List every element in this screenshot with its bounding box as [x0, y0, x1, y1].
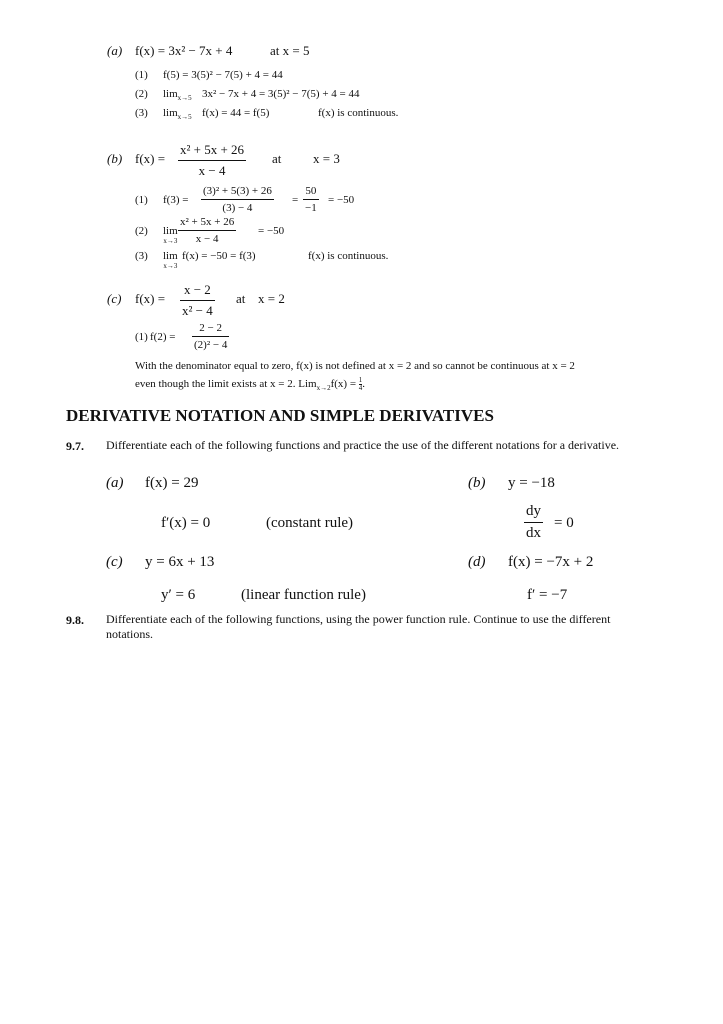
problem-9-7-a-func: f(x) = 29 [145, 475, 199, 491]
problem-9-7-b-label: (b) [468, 475, 486, 491]
part-c-label: (c) [107, 291, 122, 306]
problem-9-7-d-label: (d) [468, 554, 486, 570]
part-c-explanation-1: With the denominator equal to zero, f(x) is not defined at x = 2 and so cannot be continuous at x = 2 [135, 360, 575, 372]
part-b-step3: f(x) = −50 = f(3) [182, 250, 256, 262]
part-c-numerator: x − 2 [183, 282, 211, 297]
problem-9-8-number: 9.8. [66, 613, 84, 627]
part-a-label: (a) [107, 43, 123, 58]
part-c-lhs: f(x) = [135, 291, 166, 306]
part-c-explanation-2: even though the limit exists at x = 2. $Lim_{x\to 2}f(x) = \frac{1}{4}$. [135, 376, 366, 393]
part-b-step1-n: (1) [135, 194, 148, 206]
problem-9-7-text: Differentiate each of the following functions and practice the use of the different notations for a derivative. [106, 438, 620, 452]
problem-9-7-c-answer: y′ = 6 [161, 587, 196, 603]
problem-9-7-c-label: (c) [106, 554, 123, 570]
part-b-step1-result: = −50 [328, 194, 355, 206]
problem-9-7-c-func: y = 6x + 13 [145, 554, 215, 570]
part-c-step1-den: (2)² − 4 [194, 339, 228, 351]
problem-9-7-a-label: (a) [106, 475, 124, 491]
part-b-denominator: x − 4 [198, 163, 226, 178]
problem-9-7-b-fraction [524, 503, 543, 542]
problem-9-7-b-den: dx [526, 525, 541, 541]
problem-9-7-number: 9.7. [66, 439, 84, 453]
part-a-step2-lim: $\lim_{x\to 5}$ [163, 88, 192, 103]
part-b-step2-den: x − 4 [195, 233, 219, 245]
part-c-denominator: x² − 4 [182, 303, 213, 318]
part-a-step3-note: f(x) is continuous. [318, 107, 399, 119]
part-b-label: (b) [107, 151, 123, 166]
problem-9-7-a-rule: (constant rule) [266, 515, 354, 531]
problem-9-8-text: Differentiate each of the following functions, using the power function rule. Continue to use the different notations. [106, 612, 611, 641]
part-a-step1-n: (1) [135, 69, 148, 81]
part-c-point: x = 2 [258, 291, 285, 306]
part-b-step3-lim: lim x→3 [163, 250, 178, 270]
part-c-step1-n: (1) [135, 331, 148, 343]
part-a-step3-n: (3) [135, 107, 148, 119]
part-c-at: at [236, 291, 246, 306]
problem-9-7-b-func: y = −18 [508, 475, 555, 491]
part-c-step1-lhs: f(2) = [150, 331, 176, 343]
problem-9-7-b-answer: = 0 [554, 515, 574, 531]
part-a-step1: f(5) = 3(5)² − 7(5) + 4 = 44 [163, 69, 283, 81]
part-c-step1-fraction [192, 322, 229, 351]
part-b-step1-fraction [201, 185, 274, 214]
part-c-explanation-frac: $\frac{1}{4}$ [358, 376, 363, 392]
part-b-step3-note: f(x) is continuous. [308, 250, 389, 262]
part-b-step1-den: (3) − 4 [222, 202, 253, 214]
part-b-step2-num: x² + 5x + 26 [180, 216, 235, 228]
problem-9-7-a-answer: f′(x) = 0 [161, 515, 211, 531]
part-a-step2: 3x² − 7x + 4 = 3(5)² − 7(5) + 4 = 44 [202, 88, 360, 100]
section-heading: DERIVATIVE NOTATION AND SIMPLE DERIVATIVES [66, 406, 494, 425]
part-a-step3-lim: $\lim_{x\to 5}$ [163, 107, 192, 122]
part-b-step1-num2: 50 [305, 185, 317, 197]
part-b-step1-den2: −1 [305, 202, 317, 214]
part-a-at: at x = 5 [270, 43, 310, 58]
part-b-numerator: x² + 5x + 26 [180, 142, 245, 157]
part-a-step3: f(x) = 44 = f(5) [202, 107, 270, 119]
part-b-step2-result: = −50 [258, 225, 285, 237]
part-c-fraction [180, 282, 215, 319]
part-b-step1-eq: = [292, 194, 299, 206]
part-b-step1-lhs: f(3) = [163, 194, 189, 206]
part-b-point: x = 3 [313, 151, 340, 166]
part-b-at: at [272, 151, 282, 166]
part-b-step2-fraction [178, 216, 236, 245]
part-b-step1-num: (3)² + 5(3) + 26 [203, 185, 272, 197]
part-b-fraction [178, 142, 246, 179]
problem-9-7-b-num: dy [526, 503, 541, 519]
part-a-step2-n: (2) [135, 88, 148, 100]
problem-9-7-c-rule: (linear function rule) [241, 587, 366, 603]
part-b-step1-fraction2 [303, 185, 319, 214]
part-b-lhs: f(x) = [135, 151, 166, 166]
part-b-step3-n: (3) [135, 250, 148, 262]
part-c-step1-num: 2 − 2 [199, 322, 223, 334]
problem-9-7-d-answer: f′ = −7 [527, 587, 568, 603]
part-b-step2-lim: lim x→3 [163, 225, 178, 245]
part-a-function: f(x) = 3x² − 7x + 4 [135, 43, 233, 58]
part-b-step2-n: (2) [135, 225, 148, 237]
problem-9-7-d-func: f(x) = −7x + 2 [508, 554, 594, 570]
